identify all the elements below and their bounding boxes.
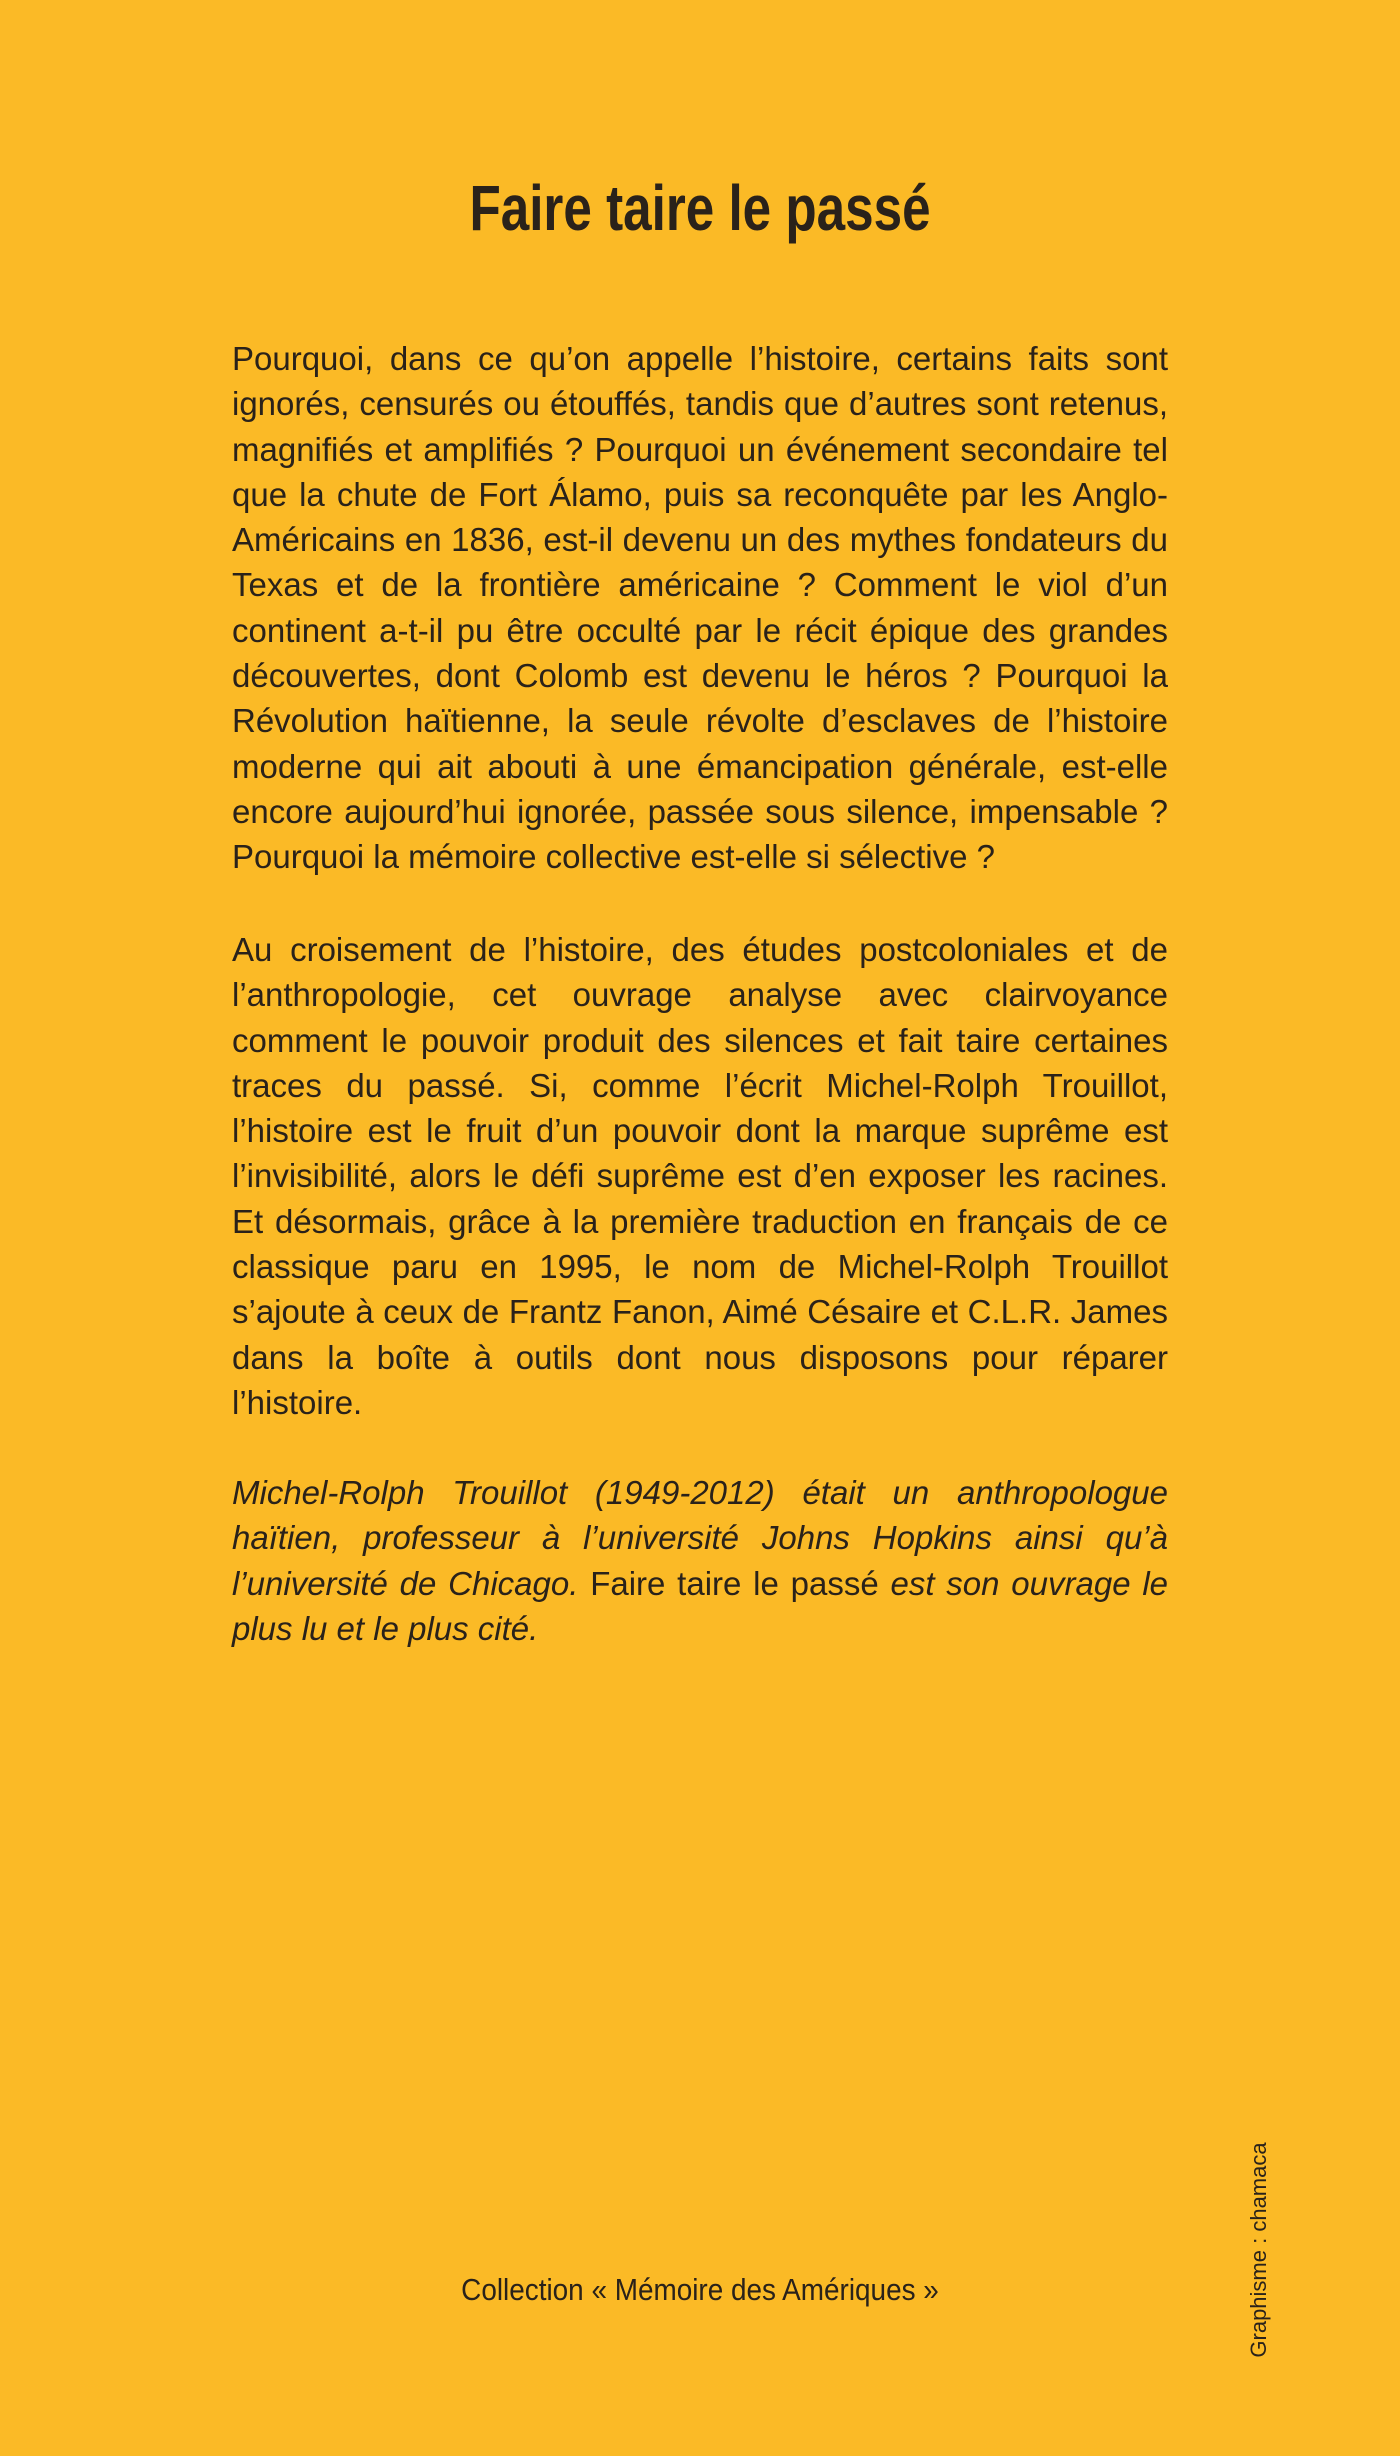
blurb-text-2: Au croisement de l’histoire, des études postcoloniales et de l’anthropologie, cet ouvrage analyse avec clairvoyance comment le pouvoir produit des silences et fait taire certaines traces du passé. Si, comme l’écrit Michel-Rolph Trouillot, l’histoire est le fruit d’un pouvoir dont la marque suprême est l’invisibilité, alors le défi suprême est d’en exposer les racines. Et désormais, grâce à la première traduction en français de ce classique paru en 1995, le nom de Michel-Rolph Trouillot s’ajoute à ceux de Frantz Fanon, Aimé Césaire et C.L.R. James dans la boîte à outils dont nous disposons pour réparer l’histoire.: [232, 931, 1168, 1421]
author-bio-part-1: Michel-Rolph Trouillot (1949-2012) était un anthropologue haïtien, professeur à l’université Johns Hopkins ainsi qu’à l’université de Chicago.: [232, 1474, 1168, 1602]
author-bio: [232, 1470, 1168, 1651]
author-bio-part-3: est son ouvrage le plus lu et le plus cité.: [232, 1564, 1169, 1647]
design-credit-text: Graphisme : chamaca: [1246, 2142, 1271, 2358]
blurb-text-1: Pourquoi, dans ce qu’on appelle l’histoire, certains faits sont ignorés, censurés ou étouffés, tandis que d’autres sont retenus, magnifiés et amplifiés ? Pourquoi un événement secondaire tel que la chute de Fort Álamo, puis sa reconquête par les Anglo-Américains en 1836, est-il devenu un des mythes fondateurs du Texas et de la frontière américaine ? Comment le viol d’un continent a-t-il pu être occulté par le récit épique des grandes découvertes, dont Colomb est devenu le héros ? Pourquoi la Révolution haïtienne, la seule révolte d’esclaves de l’histoire moderne qui ait abouti à une émancipation générale, est-elle encore aujourd’hui ignorée, passée sous silence, impensable ? Pourquoi la mémoire collective est-elle si sélective ?: [232, 340, 1168, 876]
collection-name: Collection « Mémoire des Amériques »: [461, 2272, 939, 2307]
author-bio-book-title: Faire taire le passé: [590, 1564, 879, 1602]
author-bio-text: [232, 1470, 1168, 1651]
blurb-paragraph-1: [232, 336, 1168, 880]
blurb-paragraph-2: [232, 927, 1168, 1425]
book-title: Faire taire le passé: [469, 172, 931, 244]
